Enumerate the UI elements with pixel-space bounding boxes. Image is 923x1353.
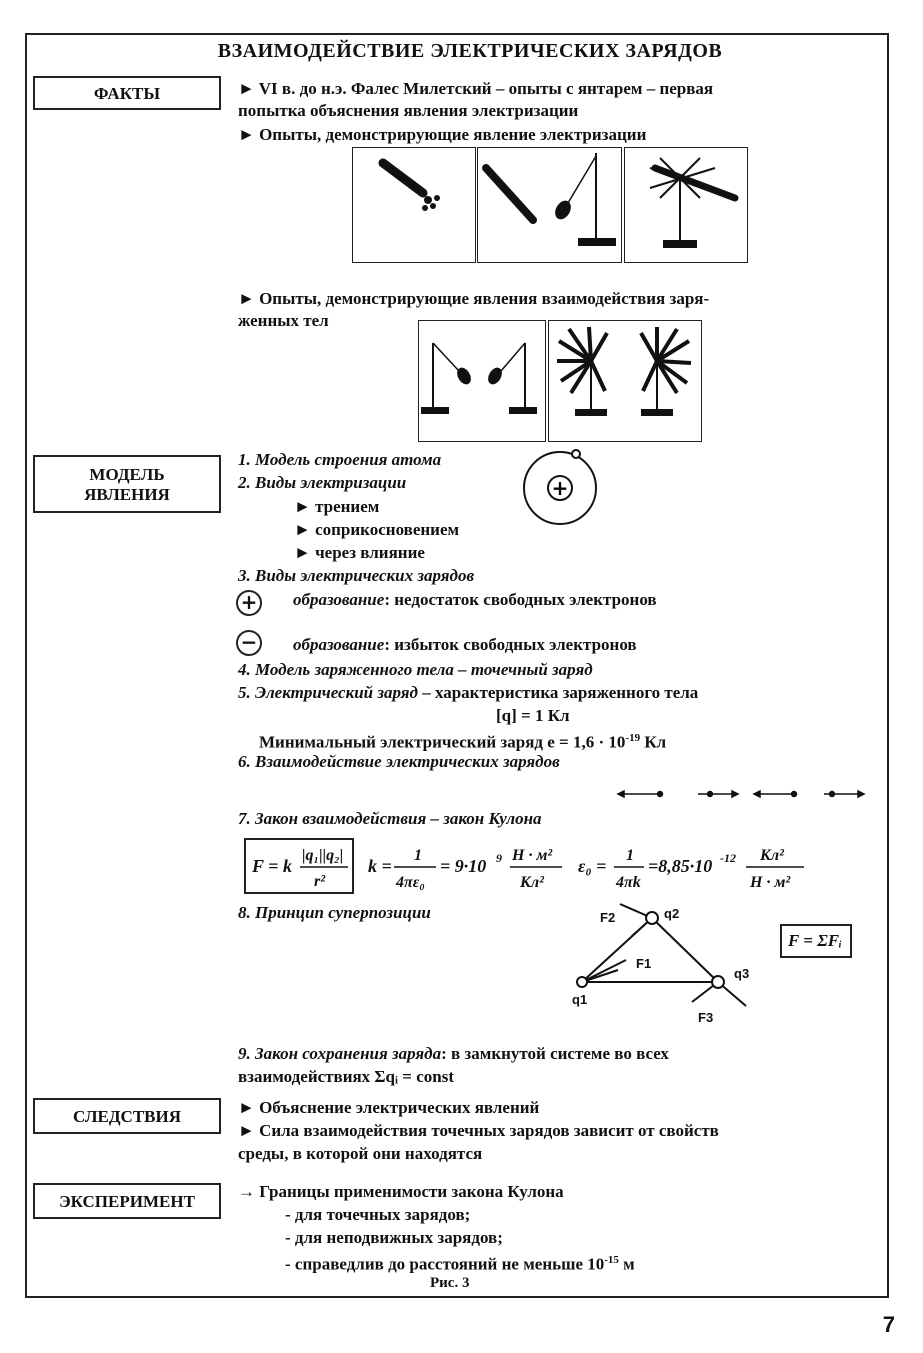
experiment-line-2: - для точечных зарядов; [285, 1205, 471, 1224]
superposition-formula-box [780, 924, 852, 958]
experiment-line-3: - для неподвижных зарядов; [285, 1228, 503, 1247]
svg-text:-12: -12 [720, 851, 736, 865]
label-F3: F3 [698, 1010, 714, 1025]
model-item-2: 2. Виды электризации [238, 473, 407, 492]
model-item-9a [238, 1043, 669, 1064]
svg-text:9: 9 [496, 851, 502, 865]
model-item-5-desc: – характеристика заряженного тела [417, 683, 699, 702]
figure-electrization-1 [352, 147, 476, 263]
minimal-charge-exp: -19 [625, 732, 641, 744]
negative-charge-text [293, 634, 637, 655]
atom-model-icon [520, 448, 600, 528]
svg-text:+: + [551, 476, 569, 500]
svg-text:1: 1 [626, 847, 634, 864]
positive-charge-icon: + [236, 590, 262, 616]
svg-text:= 9·10: = 9·10 [440, 856, 487, 876]
svg-text:4πε₀: 4πε₀ [396, 874, 425, 891]
svg-text:F = k: F = k [252, 856, 292, 876]
section-model-label: МОДЕЛЬ ЯВЛЕНИЯ [84, 465, 170, 504]
svg-text:1: 1 [414, 847, 422, 864]
positive-charge-desc: : недостаток свободных электронов [384, 590, 657, 609]
superposition-formula: F = ΣFᵢ [788, 931, 842, 950]
minimal-charge-unit: Кл [640, 732, 667, 752]
svg-text:Кл²: Кл² [520, 874, 544, 891]
section-experiment [33, 1183, 221, 1219]
negative-charge-desc: : избыток свободных электронов [384, 635, 637, 654]
svg-text:4πk: 4πk [616, 874, 641, 891]
consequences-line-1: ► Объяснение электрических явлений [238, 1098, 540, 1117]
svg-text:Н · м²: Н · м² [512, 847, 553, 864]
page-title: ВЗАИМОДЕЙСТВИЕ ЭЛЕКТРИЧЕСКИХ ЗАРЯДОВ [217, 40, 723, 62]
facts-line-1a: ► VI в. до н.э. Фалес Милетский – опыты с янтарем – первая [238, 79, 714, 98]
negative-charge-icon: − [236, 630, 262, 656]
facts-line-3a: ► Опыты, демонстрирующие явления взаимодействия заря- [238, 289, 710, 308]
experiment-line-4-text: - справедлив до расстояний не меньше 10 [285, 1254, 605, 1274]
model-item-5-em: 5. Электрический заряд [238, 683, 418, 702]
facts-line-3b: женных тел [238, 311, 329, 330]
minimal-charge-text: Минимальный электрический заряд e = 1,6 · 10 [259, 732, 626, 752]
model-item-9-desc: : в замкнутой системе во всех [441, 1044, 669, 1063]
model-item-5 [238, 682, 698, 703]
svg-text:Кл²: Кл² [760, 847, 784, 864]
svg-text:r²: r² [314, 873, 326, 890]
positive-charge-text [293, 589, 657, 610]
experiment-line-1: → Границы применимости закона Кулона [238, 1182, 564, 1201]
model-item-9b: взаимодействиях Σqᵢ = const [238, 1067, 454, 1086]
experiment-line-4 [285, 1250, 635, 1275]
page-number: 7 [882, 1312, 895, 1337]
charge-unit: [q] = 1 Кл [496, 706, 570, 725]
label-F2: F2 [600, 910, 616, 925]
label-F1: F1 [636, 956, 652, 971]
experiment-line-4-exp: -15 [604, 1254, 619, 1266]
model-item-9-em: 9. Закон сохранения заряда [238, 1044, 442, 1063]
model-sub-friction: ► трением [294, 497, 380, 516]
negative-charge-em: образование [293, 635, 385, 654]
svg-text:Н · м²: Н · м² [750, 874, 791, 891]
paper-sultans-illustration [549, 321, 700, 440]
experiment-line-4-unit: м [618, 1254, 635, 1274]
electroscope-illustration [625, 148, 746, 261]
section-facts-label: ФАКТЫ [93, 84, 161, 103]
model-sub-induction: ► через влияние [294, 543, 425, 562]
model-item-3: 3. Виды электрических зарядов [238, 566, 475, 585]
svg-text:k =: k = [368, 856, 392, 876]
figure-caption: Рис. 3 [430, 1275, 470, 1291]
positive-charge-em: образование [293, 590, 385, 609]
rod-papers-illustration [353, 148, 474, 261]
rod-pendulum-illustration [478, 148, 620, 261]
model-item-1: 1. Модель строения атома [238, 450, 442, 469]
section-facts [33, 76, 221, 110]
model-sub-contact: ► соприкосновением [294, 520, 460, 539]
model-item-8: 8. Принцип суперпозиции [238, 903, 431, 922]
two-pendulums-illustration [419, 321, 544, 440]
label-q1: q1 [572, 992, 588, 1007]
figure-interaction-1 [418, 320, 546, 442]
superposition-diagram [560, 898, 760, 1026]
force-arrows-diagram [614, 776, 874, 804]
label-q3: q3 [734, 966, 750, 981]
minimal-charge [259, 728, 666, 753]
facts-line-1b: попытка объяснения явления электризации [238, 101, 579, 120]
svg-text:ε₀ =: ε₀ = [578, 856, 607, 876]
figure-electrization-3 [624, 147, 748, 263]
facts-line-2: ► Опыты, демонстрирующие явление электризации [238, 125, 647, 144]
model-item-7: 7. Закон взаимодействия – закон Кулона [238, 809, 542, 828]
model-item-4: 4. Модель заряженного тела – точечный заряд [238, 660, 593, 679]
section-model [33, 455, 221, 513]
figure-electrization-2 [477, 147, 622, 263]
coulomb-formulas [244, 836, 814, 898]
svg-text:=8,85·10: =8,85·10 [648, 856, 713, 876]
section-experiment-label: ЭКСПЕРИМЕНТ [59, 1192, 195, 1211]
consequences-line-2a: ► Сила взаимодействия точечных зарядов зависит от свойств [238, 1121, 719, 1140]
model-item-6: 6. Взаимодействие электрических зарядов [238, 752, 560, 771]
figure-interaction-2 [548, 320, 702, 442]
section-consequences [33, 1098, 221, 1134]
consequences-line-2b: среды, в которой они находятся [238, 1144, 483, 1163]
section-consequences-label: СЛЕДСТВИЯ [72, 1107, 181, 1126]
label-q2: q2 [664, 906, 680, 921]
svg-text:|q₁||q₂|: |q₁||q₂| [302, 847, 344, 864]
